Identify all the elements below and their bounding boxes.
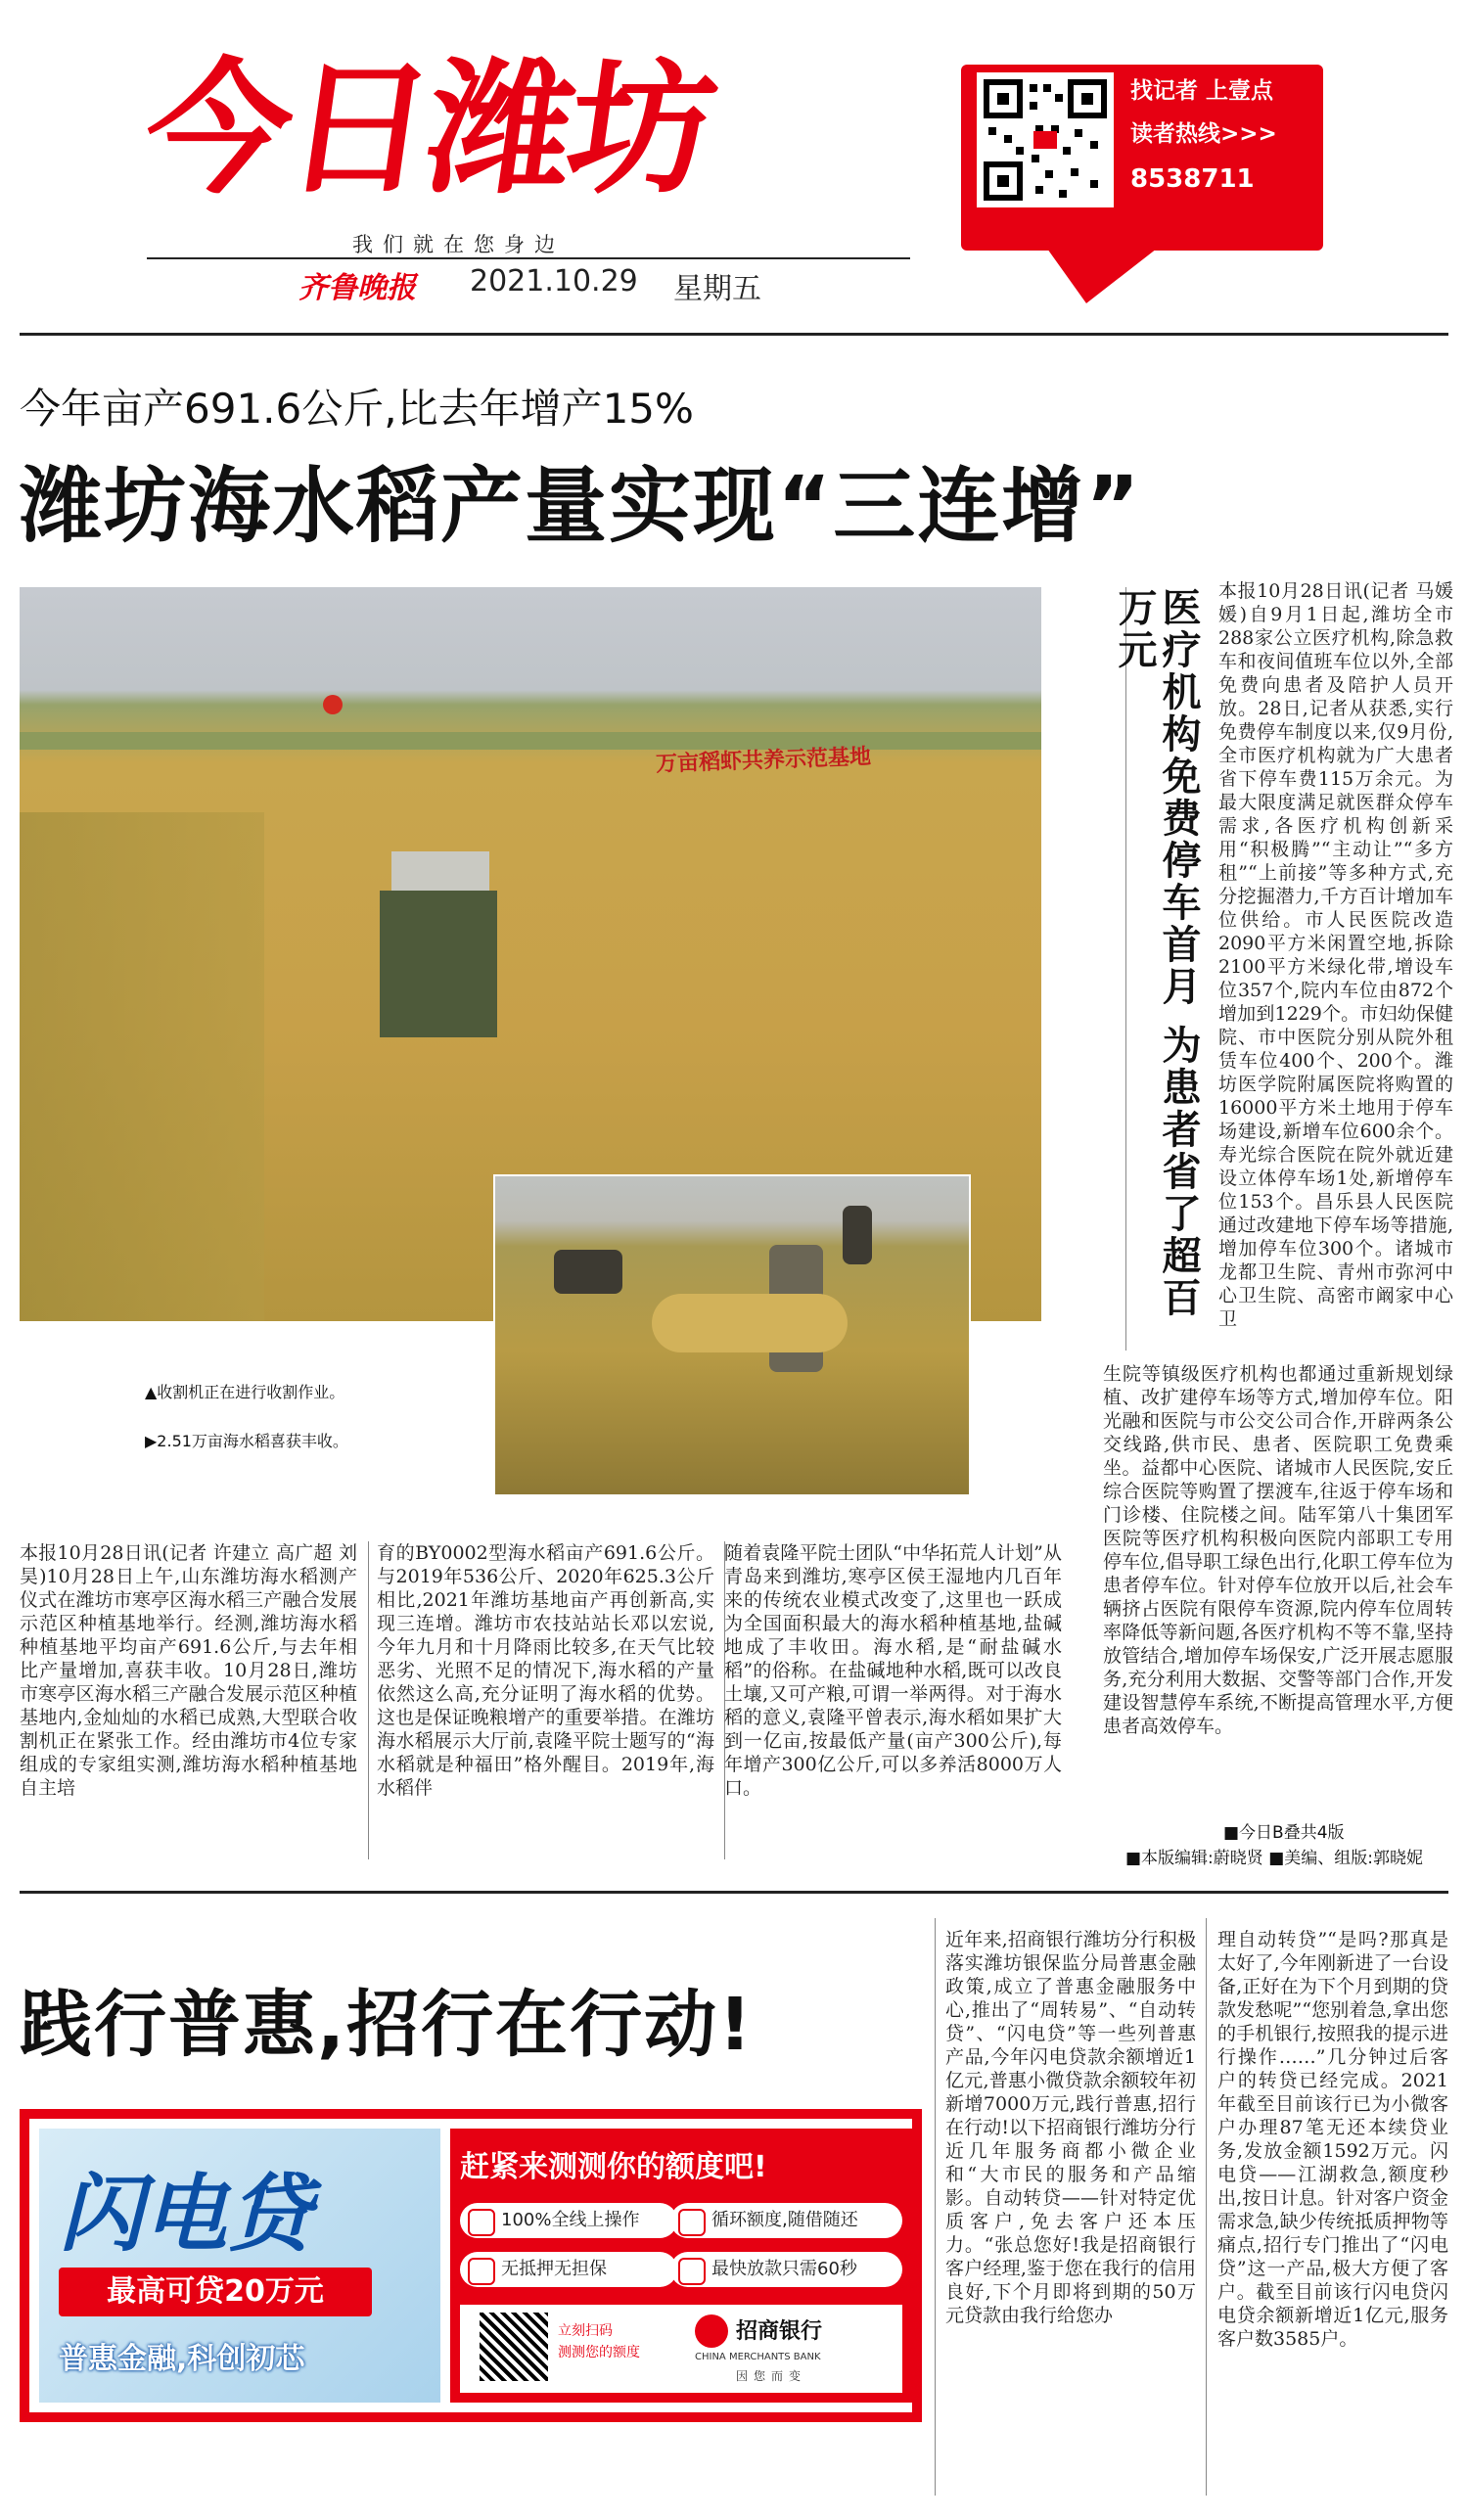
lead-column-1: 本报10月28日讯(记者 许建立 高广超 刘昊)10月28日上午,山东潍坊海水稻测产仪式在潍坊市寒亭区海水稻三产融合发展示范区种植基地举行。经测,潍坊海水稻种植基地平均亩产691.6公斤,与去年相比产量增加,喜获丰收。10月28日,潍坊市寒亭区海水稻三产融合发展示范区种植基地内,金灿灿的水稻已成熟,大型联合收割机正在紧张工作。经由潍坊市4位专家组成的专家组实测,潍坊海水稻种植基地自主培	[20, 1542, 357, 1799]
ad-column-2: 理自动转贷”“是吗?那真是太好了,今年刚新进了一台设备,正好在为下个月到期的贷款发愁呢”“您别着急,拿出您的手机银行,按照我的提示进行操作……”几分钟过后客户的转贷已经完成。2021年截至目前该行已为小微客户办理87笔无还本续贷业务,发放金额1592万元。闪电贷——江湖救急,额度秒出,按日计息。针对客户资金需求急,缺少传统抵质押物等痛点,招行专门推出了“闪电贷”这一产品,极大方便了客户。截至目前该行闪电贷闪电贷余额新增近1亿元,服务客户数3585户。	[1217, 1929, 1448, 2350]
farmer-figure-1	[554, 1250, 622, 1294]
rice-bundle-shape	[652, 1294, 848, 1352]
product-panel	[39, 2129, 440, 2403]
issue-weekday: 星期五	[673, 272, 761, 306]
masthead-divider	[20, 333, 1448, 336]
check-icon	[468, 2209, 495, 2236]
masthead-rule	[147, 257, 910, 259]
feature-no-collateral: 无抵押无担保	[460, 2252, 677, 2287]
lead-headline: 潍坊海水稻产量实现“三连增”	[20, 458, 1142, 554]
column-divider	[368, 1541, 369, 1859]
contact-line-hotline-label: 读者热线>>>	[1130, 121, 1277, 147]
shield-icon	[468, 2258, 495, 2285]
photo-caption-1: ▲收割机正在进行收割作业。	[145, 1383, 345, 1401]
ad-qr-code-icon[interactable]	[480, 2313, 548, 2381]
qr-code-icon[interactable]	[977, 72, 1114, 207]
photo-caption-2: ▶2.51万亩海水稻喜获丰收。	[145, 1432, 348, 1450]
section-divider	[20, 1891, 1448, 1894]
ad-headline: 践行普惠,招行在行动!	[20, 1983, 754, 2067]
ad-column-1: 近年来,招商银行潍坊分行积极落实潍坊银保监分局普惠金融政策,成立了普惠金融服务中心,推出了“周转易”、“自动转贷”、“闪电贷”等一些列普惠产品,今年闪电贷款余额增近1亿元,普惠小微贷款余额较年初新增7000万元,践行普惠,招行在行动!以下招商银行潍坊分行近几年服务商都小微企业和“大市民的服务和产品缩影。自动转贷——针对特定优质客户,免去客户还本压力。“张总您好!我是招商银行客户经理,鉴于您在我行的信用良好,下个月即将到期的50万元贷款由我行给您办	[945, 1929, 1196, 2326]
ad-column-divider	[1206, 1918, 1207, 2496]
lead-column-2: 育的BY0002型海水稻亩产691.6公斤。与2019年536公斤、2020年625.3公斤相比,2021年潍坊基地亩产再创新高,实现三连增。潍坊市农技站站长邓以宏说,今年九月和十月降雨比较多,在天气比较恶劣、光照不足的情况下,海水稻的产量依然这么高,充分证明了海水稻的优势。这也是保证晚粮增产的重要举措。在潍坊海水稻展示大厅前,袁隆平院士题写的“海水稻就是种福田”格外醒目。2019年,海水稻伴	[377, 1542, 714, 1799]
qr-note-1: 立刻扫码	[558, 2323, 613, 2339]
side-story-divider	[1125, 587, 1126, 1351]
qr-note-2: 测测您的额度	[558, 2345, 640, 2360]
balloon-shape	[323, 695, 343, 714]
feature-panel	[450, 2129, 912, 2403]
feature-fast-payout: 最快放款只需60秒	[670, 2252, 902, 2287]
combine-cab-shape	[391, 851, 489, 891]
cycle-icon	[678, 2209, 706, 2236]
product-name: 闪电贷	[59, 2166, 311, 2264]
bank-name-en: CHINA MERCHANTS BANK	[695, 2352, 821, 2362]
clock-icon	[678, 2258, 706, 2285]
lead-subhead: 今年亩产691.6公斤,比去年增产15%	[20, 385, 694, 433]
contact-line-reporter: 找记者 上壹点	[1130, 78, 1274, 104]
side-body-bottom: 生院等镇级医疗机构也都通过重新规划绿植、改扩建停车场等方式,增加停车位。阳光融和医院与市公交公司合作,开辟两条公交线路,供市民、患者、医院职工免费乘坐。益都中心医院、诸城市人民医院,安丘综合医院等购置了摆渡车,往返于停车场和门诊楼、住院楼之间。陆军第八十集团军医院等医疗机构积极向医院内部职工专用停车位,倡导职工绿色出行,化职工停车位为患者停车位。针对停车位放开以后,社会车辆挤占医院有限停车资源,院内停车位周转率降低等新问题,各医疗机构不等不靠,坚持放管结合,增加停车场保安,广泛开展志愿服务,充分利用大数据、交警等部门合作,开发建设智慧停车系统,不断提高管理水平,方便患者高效停车。	[1103, 1363, 1453, 1737]
side-headline: 医疗机构免费停车首月 为患者省了超百万元	[1112, 587, 1201, 1319]
feature-online: 100%全线上操作	[460, 2203, 677, 2238]
field-shadow-shape	[20, 812, 264, 1321]
treeline-shape	[20, 732, 1041, 750]
cta-text[interactable]: 赶紧来测测你的额度吧!	[460, 2150, 767, 2184]
farmers-photo	[493, 1174, 971, 1496]
bank-tagline: 因您而变	[736, 2369, 807, 2383]
masthead-slogan: 我们就在您身边	[352, 233, 565, 256]
editor-credit: ■本版编辑:蔚晓贤 ■美编、组版:郭晓妮	[1125, 1849, 1423, 1868]
lead-column-3: 随着袁隆平院士团队“中华拓荒人计划”从青岛来到潍坊,寒亭区侯王湿地内几百年来的传统农业模式改变了,这里也一跃成为全国面积最大的海水稻种植基地,盐碱地成了丰收田。海水稻,是“耐盐碱水稻”的俗称。在盐碱地种水稻,既可以改良土壤,又可产粮,可谓一举两得。对于海水稻的意义,袁隆平曾表示,海水稻如果扩大到一亿亩,按最低产量(亩产300公斤),每年增产300亿公斤,可以多养活8000万人口。	[724, 1542, 1062, 1799]
bank-info-strip	[460, 2305, 902, 2393]
contact-box-tail	[1037, 235, 1174, 303]
issue-date: 2021.10.29	[470, 264, 638, 298]
feature-revolving: 循环额度,随借随还	[670, 2203, 902, 2238]
base-sign-text: 万亩稻虾共养示范基地	[655, 745, 872, 777]
paper-name-logo: 齐鲁晚报	[298, 271, 416, 305]
farmer-figure-3	[843, 1206, 872, 1264]
page-note: ■今日B叠共4版	[1223, 1823, 1345, 1843]
hotline-number[interactable]: 8538711	[1130, 164, 1255, 194]
ad-column-divider	[935, 1918, 936, 2496]
combine-harvester-shape	[380, 891, 497, 1037]
product-slogan: 普惠金融,科创初芯	[59, 2342, 305, 2376]
loan-limit-badge: 最高可贷20万元	[59, 2268, 372, 2316]
masthead-title: 今日潍坊	[134, 45, 723, 213]
bank-logo-icon	[695, 2314, 728, 2348]
bank-name: 招商银行	[736, 2319, 823, 2344]
side-body-top: 本报10月28日讯(记者 马媛媛)自9月1日起,潍坊全市288家公立医疗机构,除急救车和夜间值班车位以外,全部免费向患者及陪护人员开放。28日,记者从获悉,实行免费停车制度以来,仅9月份,全市医疗机构就为广大患者省下停车费115万余元。为最大限度满足就医群众停车需求,各医疗机构创新采用“积极腾”“主动让”“多方租”“上前接”等多种方式,充分挖掘潜力,千方百计增加车位供给。市人民医院改造2090平方米闲置空地,拆除2100平方米绿化带,增设车位357个,院内车位由872个增加到1229个。市妇幼保健院、市中医院分别从院外租赁车位400个、200个。潍坊医学院附属医院将购置的16000平方米土地用于停车场建设,新增车位600余个。寿光综合医院在院外就近建设立体停车场1处,新增停车位153个。昌乐县人民医院通过改建地下停车场等措施,增加停车位300个。诸城市龙都卫生院、青州市弥河中心卫生院、高密市阚家中心卫	[1218, 580, 1453, 1330]
loan-ad-banner[interactable]	[20, 2109, 922, 2422]
